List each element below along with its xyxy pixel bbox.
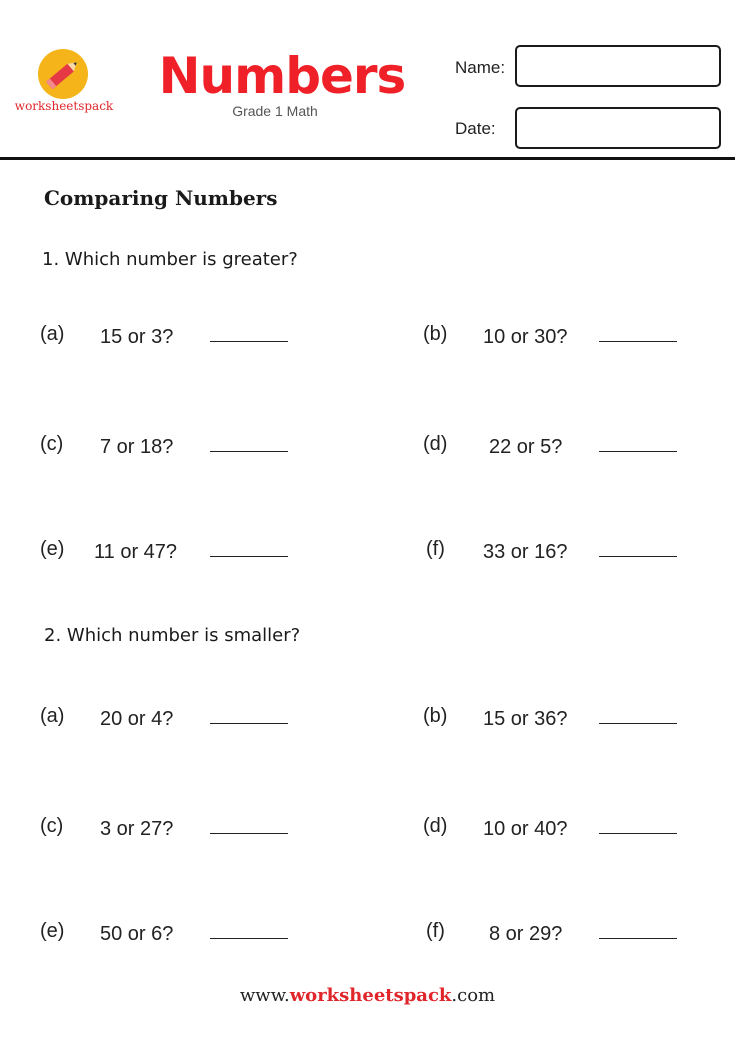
item-letter: (e) [40, 538, 65, 560]
answer-blank[interactable] [599, 833, 677, 834]
item-letter: (e) [40, 920, 65, 942]
footer-prefix: www. [239, 985, 290, 1006]
item-letter: (a) [40, 705, 65, 727]
item-letter: (f) [426, 538, 445, 560]
item-expression: 15 or 36? [483, 708, 568, 730]
item-letter: (b) [423, 323, 448, 345]
item-letter: (c) [40, 433, 64, 455]
item-expression: 11 or 47? [94, 541, 178, 563]
page-subtitle: Grade 1 Math [232, 103, 318, 119]
answer-blank[interactable] [599, 723, 677, 724]
footer-brand: worksheetspack [289, 985, 452, 1006]
item-expression: 8 or 29? [489, 923, 563, 945]
page-title: Numbers [158, 47, 406, 105]
item-letter: (d) [423, 815, 448, 837]
name-field[interactable] [515, 45, 721, 87]
name-label: Name: [455, 58, 506, 77]
answer-blank[interactable] [599, 341, 677, 342]
answer-blank[interactable] [210, 938, 288, 939]
item-expression: 33 or 16? [483, 541, 568, 563]
footer-url[interactable] [0, 985, 735, 1006]
date-field[interactable] [515, 107, 721, 149]
item-letter: (d) [423, 433, 448, 455]
item-expression: 7 or 18? [100, 436, 174, 458]
item-expression: 3 or 27? [100, 818, 174, 840]
logo-text: worksheetspack [14, 99, 114, 113]
answer-blank[interactable] [599, 451, 677, 452]
item-expression: 10 or 40? [483, 818, 568, 840]
answer-blank[interactable] [210, 556, 288, 557]
section-title: Comparing Numbers [44, 186, 278, 210]
item-expression: 22 or 5? [489, 436, 563, 458]
header-divider [0, 157, 735, 160]
date-label: Date: [455, 119, 496, 138]
item-letter: (c) [40, 815, 64, 837]
answer-blank[interactable] [210, 341, 288, 342]
answer-blank[interactable] [210, 451, 288, 452]
footer-suffix: .com [451, 985, 496, 1006]
answer-blank[interactable] [599, 556, 677, 557]
item-expression: 10 or 30? [483, 326, 568, 348]
answer-blank[interactable] [599, 938, 677, 939]
item-letter: (f) [426, 920, 445, 942]
item-letter: (b) [423, 705, 448, 727]
item-expression: 50 or 6? [100, 923, 174, 945]
answer-blank[interactable] [210, 723, 288, 724]
answer-blank[interactable] [210, 833, 288, 834]
question-2: 2. Which number is smaller? [44, 625, 301, 646]
question-1: 1. Which number is greater? [42, 249, 298, 270]
item-letter: (a) [40, 323, 65, 345]
pencil-logo-icon [37, 48, 89, 100]
item-expression: 20 or 4? [100, 708, 174, 730]
item-expression: 15 or 3? [100, 326, 174, 348]
